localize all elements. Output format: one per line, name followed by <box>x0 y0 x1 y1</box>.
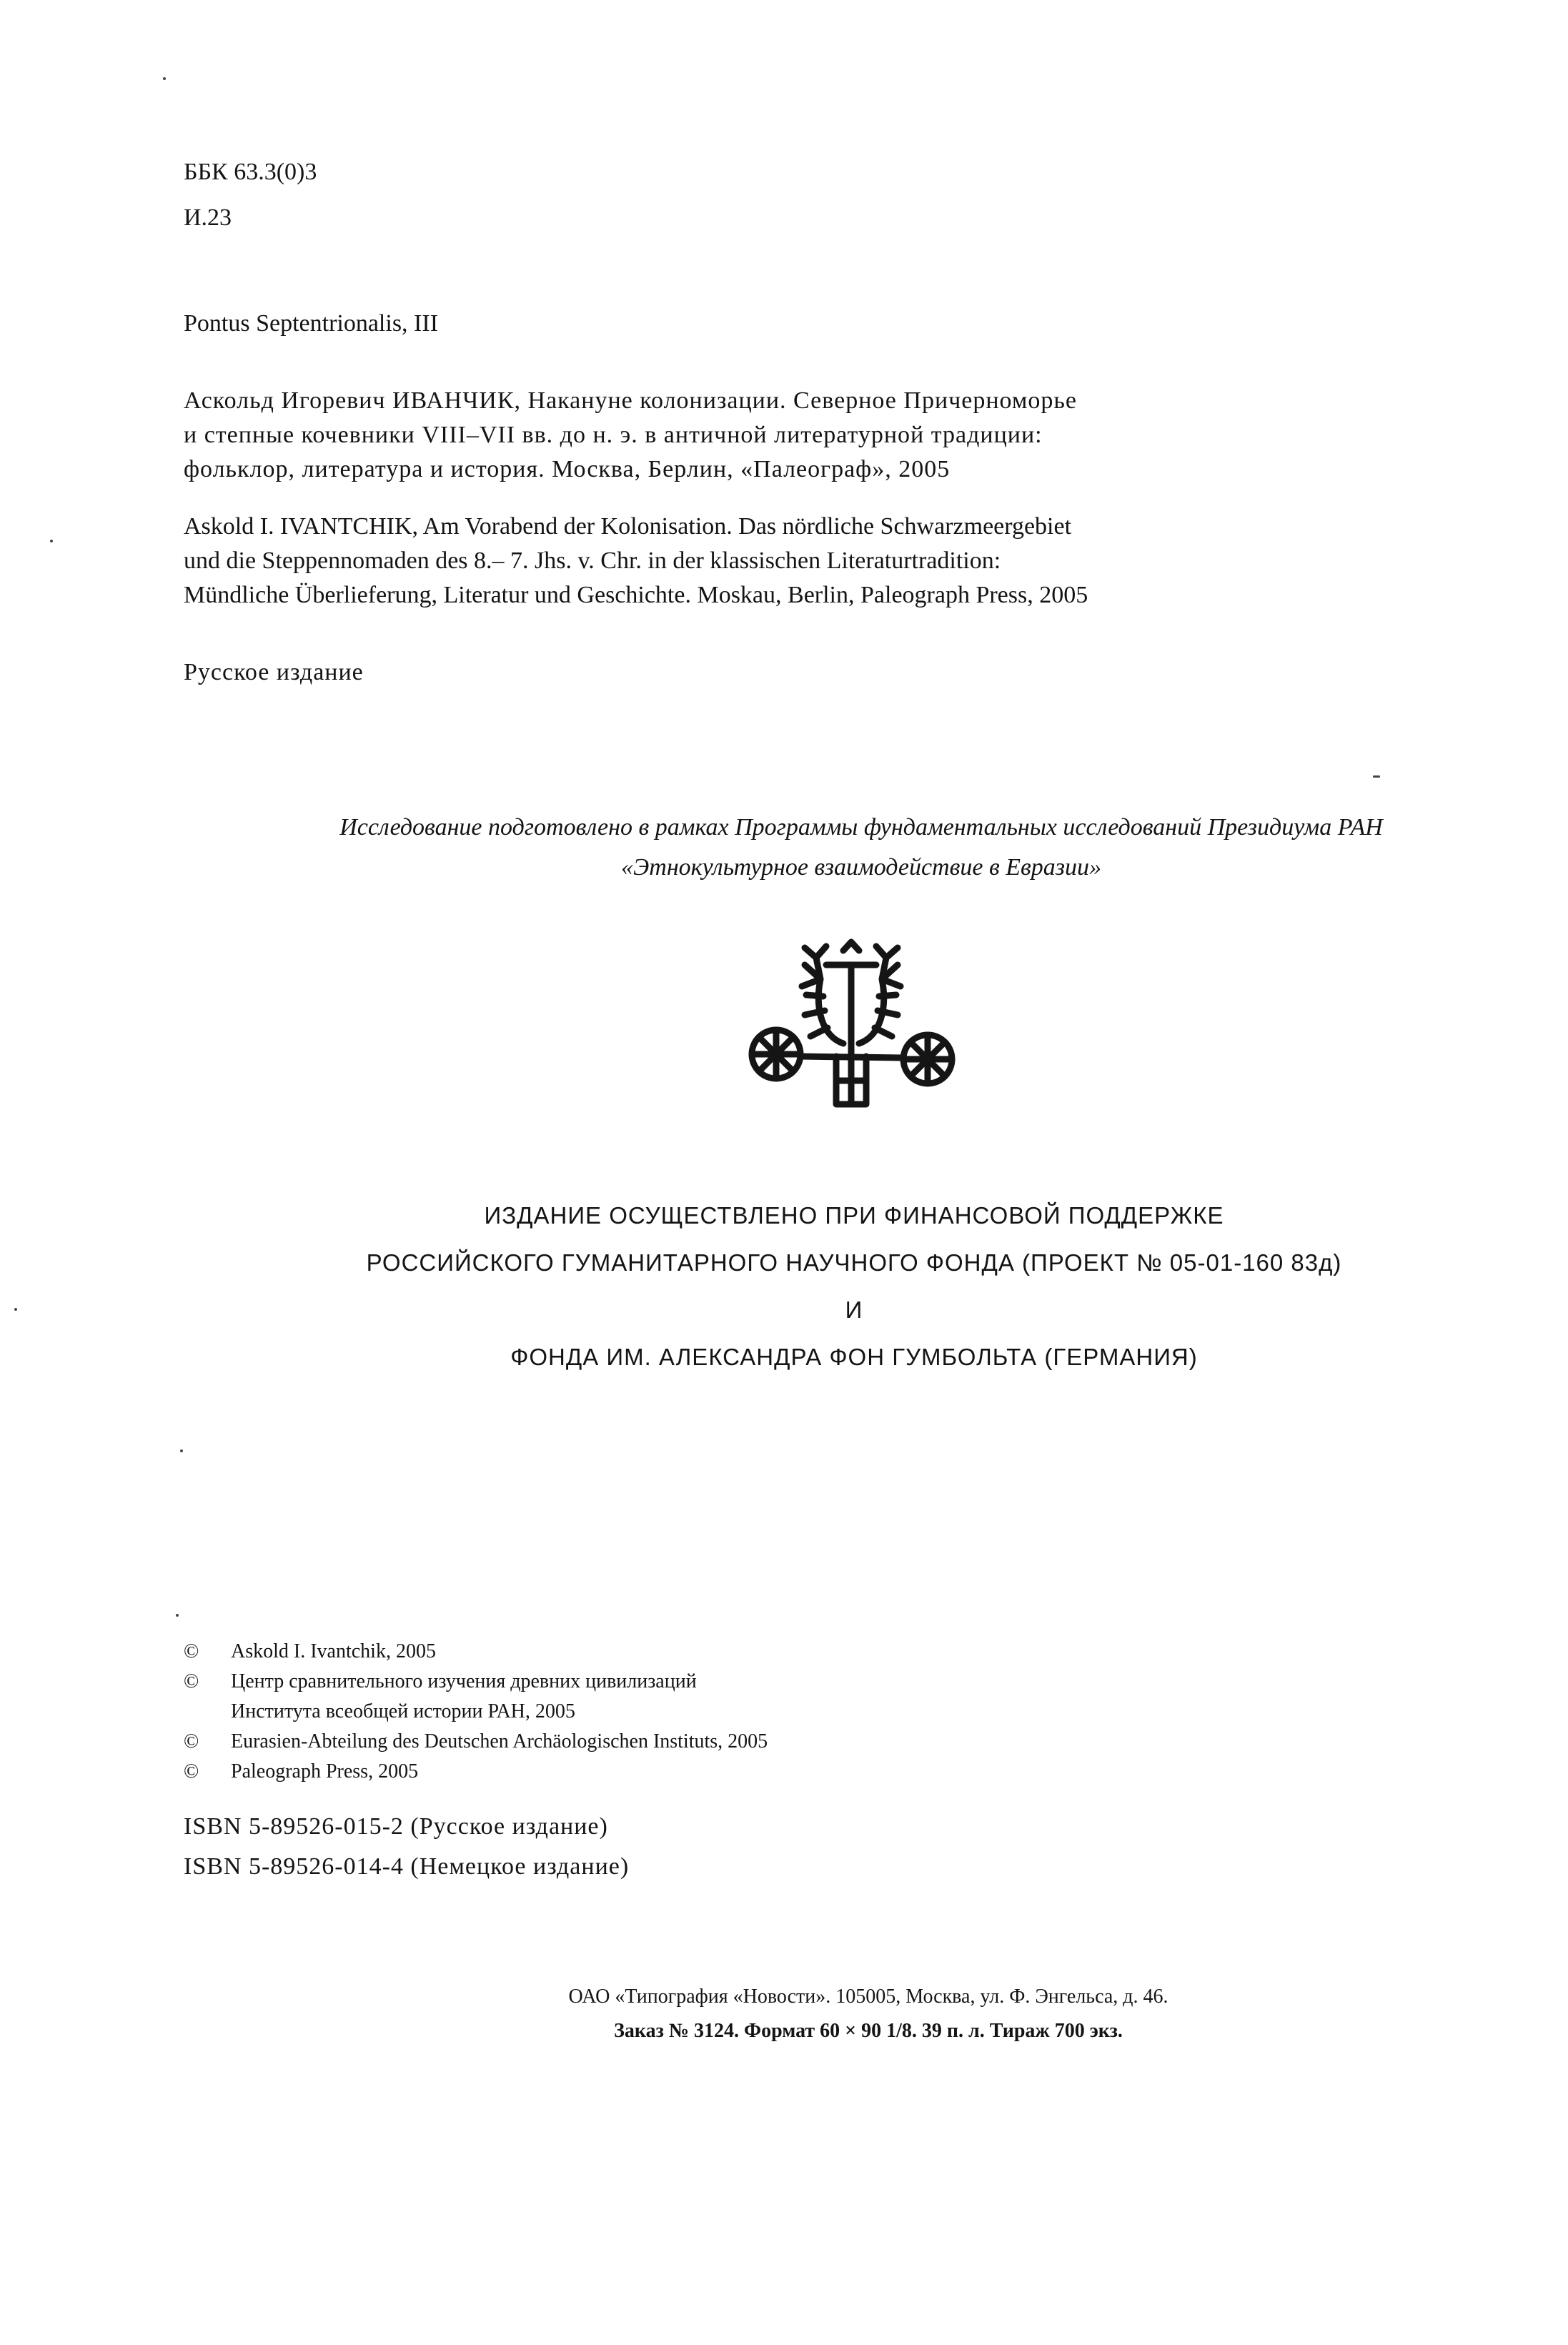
isbn-russian: ISBN 5-89526-015-2 (Русское издание) <box>184 1813 608 1840</box>
printer-imprint <box>457 1980 1279 2048</box>
russian-citation-line: Аскольд Игоревич ИВАНЧИК, Накануне колонизации. Северное Причерноморье <box>184 387 1077 414</box>
russian-citation-line: фольклор, литература и история. Москва, Берлин, «Палеограф», 2005 <box>184 456 951 482</box>
publisher-emblem <box>736 936 965 1115</box>
scan-speck <box>14 1308 17 1311</box>
printer-address: ОАО «Типография «Новости». 105005, Москва, ул. Ф. Энгельса, д. 46. <box>568 1985 1168 2008</box>
funding-note <box>172 1192 1537 1381</box>
edition-label: Русское издание <box>184 659 364 685</box>
copyright-row <box>184 1667 768 1697</box>
copyright-block <box>184 1637 768 1787</box>
author-mark: И.23 <box>184 204 232 231</box>
funding-note-line: РОССИЙСКОГО ГУМАНИТАРНОГО НАУЧНОГО ФОНДА (ПРОЕКТ № 05-01-160 83д) <box>366 1249 1342 1276</box>
copyright-row <box>184 1697 768 1727</box>
copyright-symbol: © <box>184 1730 199 1752</box>
classification-block <box>184 156 317 234</box>
german-citation-line: Askold I. IVANTCHIK, Am Vorabend der Kolonisation. Das nördliche Schwarzmeergebiet <box>184 513 1072 540</box>
copyright-row <box>184 1727 768 1757</box>
scan-speck <box>1373 775 1380 778</box>
russian-citation <box>184 384 1077 487</box>
russian-citation-line: и степные кочевники VIII–VII вв. до н. э. в античной литературной традиции: <box>184 422 1043 448</box>
funding-note-line: ИЗДАНИЕ ОСУЩЕСТВЛЕНО ПРИ ФИНАНСОВОЙ ПОДДЕРЖКЕ <box>484 1202 1224 1229</box>
copyright-symbol: © <box>184 1760 199 1783</box>
funding-note-line: И <box>845 1297 863 1323</box>
copyright-row <box>184 1757 768 1787</box>
series-title: Pontus Septentrionalis, III <box>184 310 439 337</box>
copyright-text: Института всеобщей истории РАН, 2005 <box>231 1700 575 1722</box>
scan-speck <box>180 1449 183 1452</box>
copyright-symbol: © <box>184 1670 199 1692</box>
isbn-block <box>184 1807 629 1887</box>
copyright-row <box>184 1637 768 1667</box>
copyright-symbol: © <box>184 1640 199 1662</box>
print-run-details: Заказ № 3124. Формат 60 × 90 1/8. 39 п. л. Тираж 700 экз. <box>614 2020 1123 2042</box>
copyright-text: Askold I. Ivantchik, 2005 <box>231 1640 436 1662</box>
bbk-code: ББК 63.3(0)3 <box>184 159 317 185</box>
isbn-german: ISBN 5-89526-014-4 (Немецкое издание) <box>184 1853 630 1880</box>
program-note-line: «Этнокультурное взаимодействие в Евразии» <box>621 854 1101 881</box>
german-citation-line: und die Steppennomaden des 8.– 7. Jhs. v. Chr. in der klassischen Literaturtradition: <box>184 547 1001 574</box>
copyright-text: Центр сравнительного изучения древних цивилизаций <box>231 1670 697 1692</box>
scan-speck <box>50 540 53 542</box>
copyright-text: Eurasien-Abteilung des Deutschen Archäologischen Instituts, 2005 <box>231 1730 768 1752</box>
program-note-line: Исследование подготовлено в рамках Программы фундаментальных исследований Президиума РАН <box>339 814 1383 841</box>
program-note <box>179 808 1544 888</box>
german-citation <box>184 510 1088 613</box>
chariot-petroglyph-icon <box>736 936 965 1115</box>
funding-note-line: ФОНДА ИМ. АЛЕКСАНДРА ФОН ГУМБОЛЬТА (ГЕРМАНИЯ) <box>510 1344 1198 1370</box>
scan-speck <box>176 1614 179 1617</box>
german-citation-line: Mündliche Überlieferung, Literatur und Geschichte. Moskau, Berlin, Paleograph Press, 2005 <box>184 582 1088 608</box>
scan-speck <box>163 77 166 80</box>
copyright-text: Paleograph Press, 2005 <box>231 1760 419 1783</box>
